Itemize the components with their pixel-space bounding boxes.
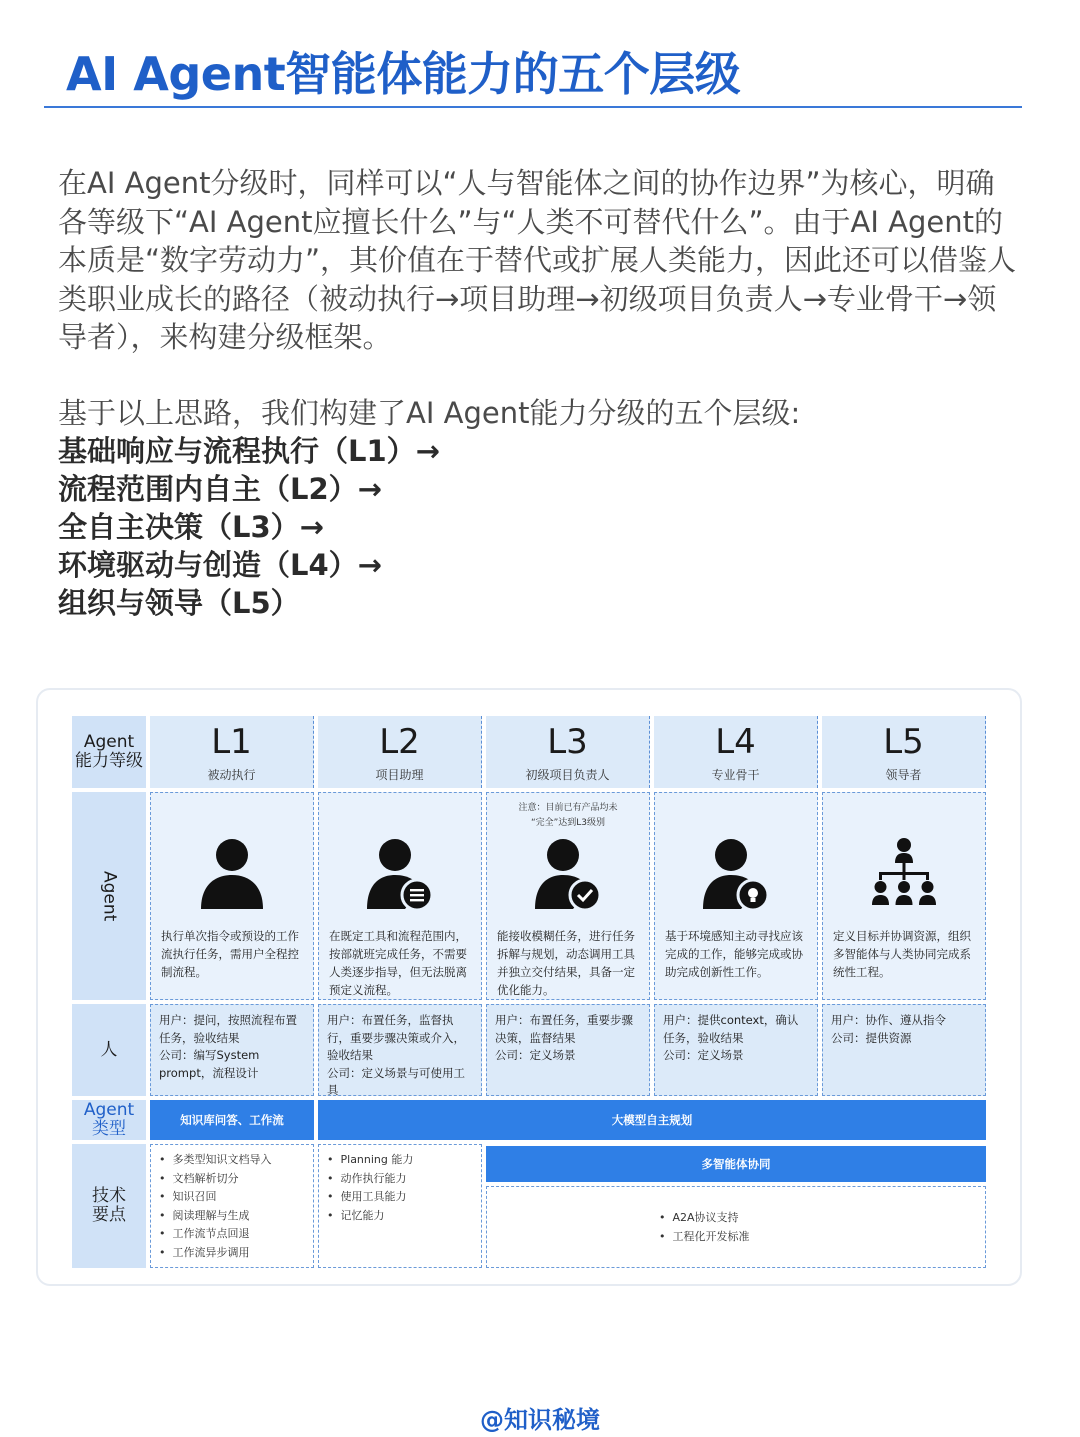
row-header-human-label: 人 xyxy=(100,1039,118,1060)
tech-item: • 阅读理解与生成 xyxy=(159,1207,305,1226)
level-role: 被动执行 xyxy=(207,768,256,782)
person-bulb-icon xyxy=(701,837,771,913)
row-header-tech xyxy=(72,1144,146,1268)
intro-paragraph: 在AI Agent分级时，同样可以“人与智能体之间的协作边界”为核心，明确各等级下“AI Agent应擅长什么”与“人类不可替代什么”。由于AI Agent的本质是“数字劳动力”，其价值在于替代或扩展人类能力，因此还可以借鉴人类职业成长的路径（被动执行→项目助理→初级项目负责人→专业骨干→领导者），来构建分级框架。 xyxy=(58,166,1017,354)
tech-item: • Planning 能力 xyxy=(327,1151,473,1170)
row-header-type-label: Agent 类型 xyxy=(83,1100,135,1139)
level-code: L5 xyxy=(883,722,924,762)
person-check-icon xyxy=(533,837,603,913)
level-role: 专业骨干 xyxy=(711,768,760,782)
level-code: L4 xyxy=(715,722,756,762)
level-code: L2 xyxy=(379,722,420,762)
type-bar-l2-l5: 大模型自主规划 xyxy=(318,1100,986,1140)
type-bar-multi-agent: 多智能体协同 xyxy=(486,1146,986,1182)
level-list xyxy=(58,432,440,622)
column-header-l2 xyxy=(318,716,482,788)
tech-item: • 多类型知识文档导入 xyxy=(159,1151,305,1170)
level-item-4: 环境驱动与创造（L4）→ xyxy=(58,548,382,582)
level-role: 项目助理 xyxy=(375,768,424,782)
column-header-l1 xyxy=(150,716,314,788)
row-header-type xyxy=(72,1100,146,1140)
tech-item: • 使用工具能力 xyxy=(327,1188,473,1207)
agent-cell-l2 xyxy=(318,792,482,1000)
title-divider xyxy=(44,106,1022,108)
column-header-l5 xyxy=(822,716,986,788)
tech-cell-l2 xyxy=(318,1144,482,1268)
tech-item: • 工作流节点回退 xyxy=(159,1225,305,1244)
agent-description: 执行单次指令或预设的工作流执行任务，需用户全程控制流程。 xyxy=(161,929,299,979)
tech-cell-l1 xyxy=(150,1144,314,1268)
tech-item: • 工作流异步调用 xyxy=(159,1244,305,1263)
agent-description: 在既定工具和流程范围内，按部就班完成任务，不需要人类逐步指导，但无法脱离预定义流程。 xyxy=(329,929,467,997)
type-bar-l1: 知识库问答、工作流 xyxy=(150,1100,314,1140)
tech-cell-l3-l5 xyxy=(486,1186,986,1268)
person-icon xyxy=(197,837,267,913)
tech-item: • 记忆能力 xyxy=(327,1207,473,1226)
row-header-agent-label: Agent xyxy=(99,870,120,922)
level-role: 初级项目负责人 xyxy=(525,768,610,782)
row-header-human xyxy=(72,1004,146,1096)
level-item-3: 全自主决策（L3）→ xyxy=(58,510,324,544)
column-header-l4 xyxy=(654,716,818,788)
row-header-tech-label: 技术 要点 xyxy=(92,1186,126,1225)
human-cell-l3: 用户：布置任务，重要步骤决策，监督结果 公司：定义场景 xyxy=(486,1004,650,1096)
corner-header-label: Agent 能力等级 xyxy=(75,732,143,771)
level-item-2: 流程范围内自主（L2）→ xyxy=(58,472,382,506)
agent-description: 定义目标并协调资源，组织多智能体与人类协同完成系统性工程。 xyxy=(833,929,971,979)
person-list-icon xyxy=(365,837,435,913)
l3-note: 注意：目前已有产品均未 “完全”达到L3级别 xyxy=(518,803,618,828)
human-cell-l1: 用户：提问，按照流程布置任务，验收结果 公司：编写System prompt，流程设计 xyxy=(150,1004,314,1096)
level-code: L3 xyxy=(547,722,588,762)
agent-cell-l5 xyxy=(822,792,986,1000)
page-title: AI Agent智能体能力的五个层级 xyxy=(66,47,741,101)
agent-description: 能接收模糊任务，进行任务拆解与规划，动态调用工具并独立交付结果，具备一定优化能力。 xyxy=(497,929,635,997)
tech-item: • 动作执行能力 xyxy=(327,1170,473,1189)
row-header-agent xyxy=(72,792,146,1000)
level-role: 领导者 xyxy=(885,768,922,782)
lead-sentence: 基于以上思路，我们构建了AI Agent能力分级的五个层级: xyxy=(58,396,801,430)
level-item-1: 基础响应与流程执行（L1）→ xyxy=(58,434,440,468)
tech-item: • A2A协议支持 xyxy=(659,1209,977,1228)
org-chart-icon xyxy=(869,837,939,913)
footer-watermark: @知识秘境 xyxy=(480,1406,600,1434)
agent-cell-l3 xyxy=(486,792,650,1000)
column-header-l3 xyxy=(486,716,650,788)
corner-header xyxy=(72,716,146,788)
human-cell-l4: 用户：提供context，确认任务，验收结果 公司：定义场景 xyxy=(654,1004,818,1096)
level-code: L1 xyxy=(211,722,252,762)
human-cell-l5: 用户：协作、遵从指令 公司：提供资源 xyxy=(822,1004,986,1096)
agent-cell-l1 xyxy=(150,792,314,1000)
agent-cell-l4 xyxy=(654,792,818,1000)
tech-item: • 文档解析切分 xyxy=(159,1170,305,1189)
agent-description: 基于环境感知主动寻找应该完成的工作，能够完成或协助完成创新性工作。 xyxy=(665,929,803,979)
tech-item: • 工程化开发标准 xyxy=(659,1228,977,1247)
level-item-5: 组织与领导（L5） xyxy=(58,586,300,620)
tech-item: • 知识召回 xyxy=(159,1188,305,1207)
human-cell-l2: 用户：布置任务，监督执行，重要步骤决策或介入，验收结果 公司：定义场景与可使用工具 xyxy=(318,1004,482,1096)
